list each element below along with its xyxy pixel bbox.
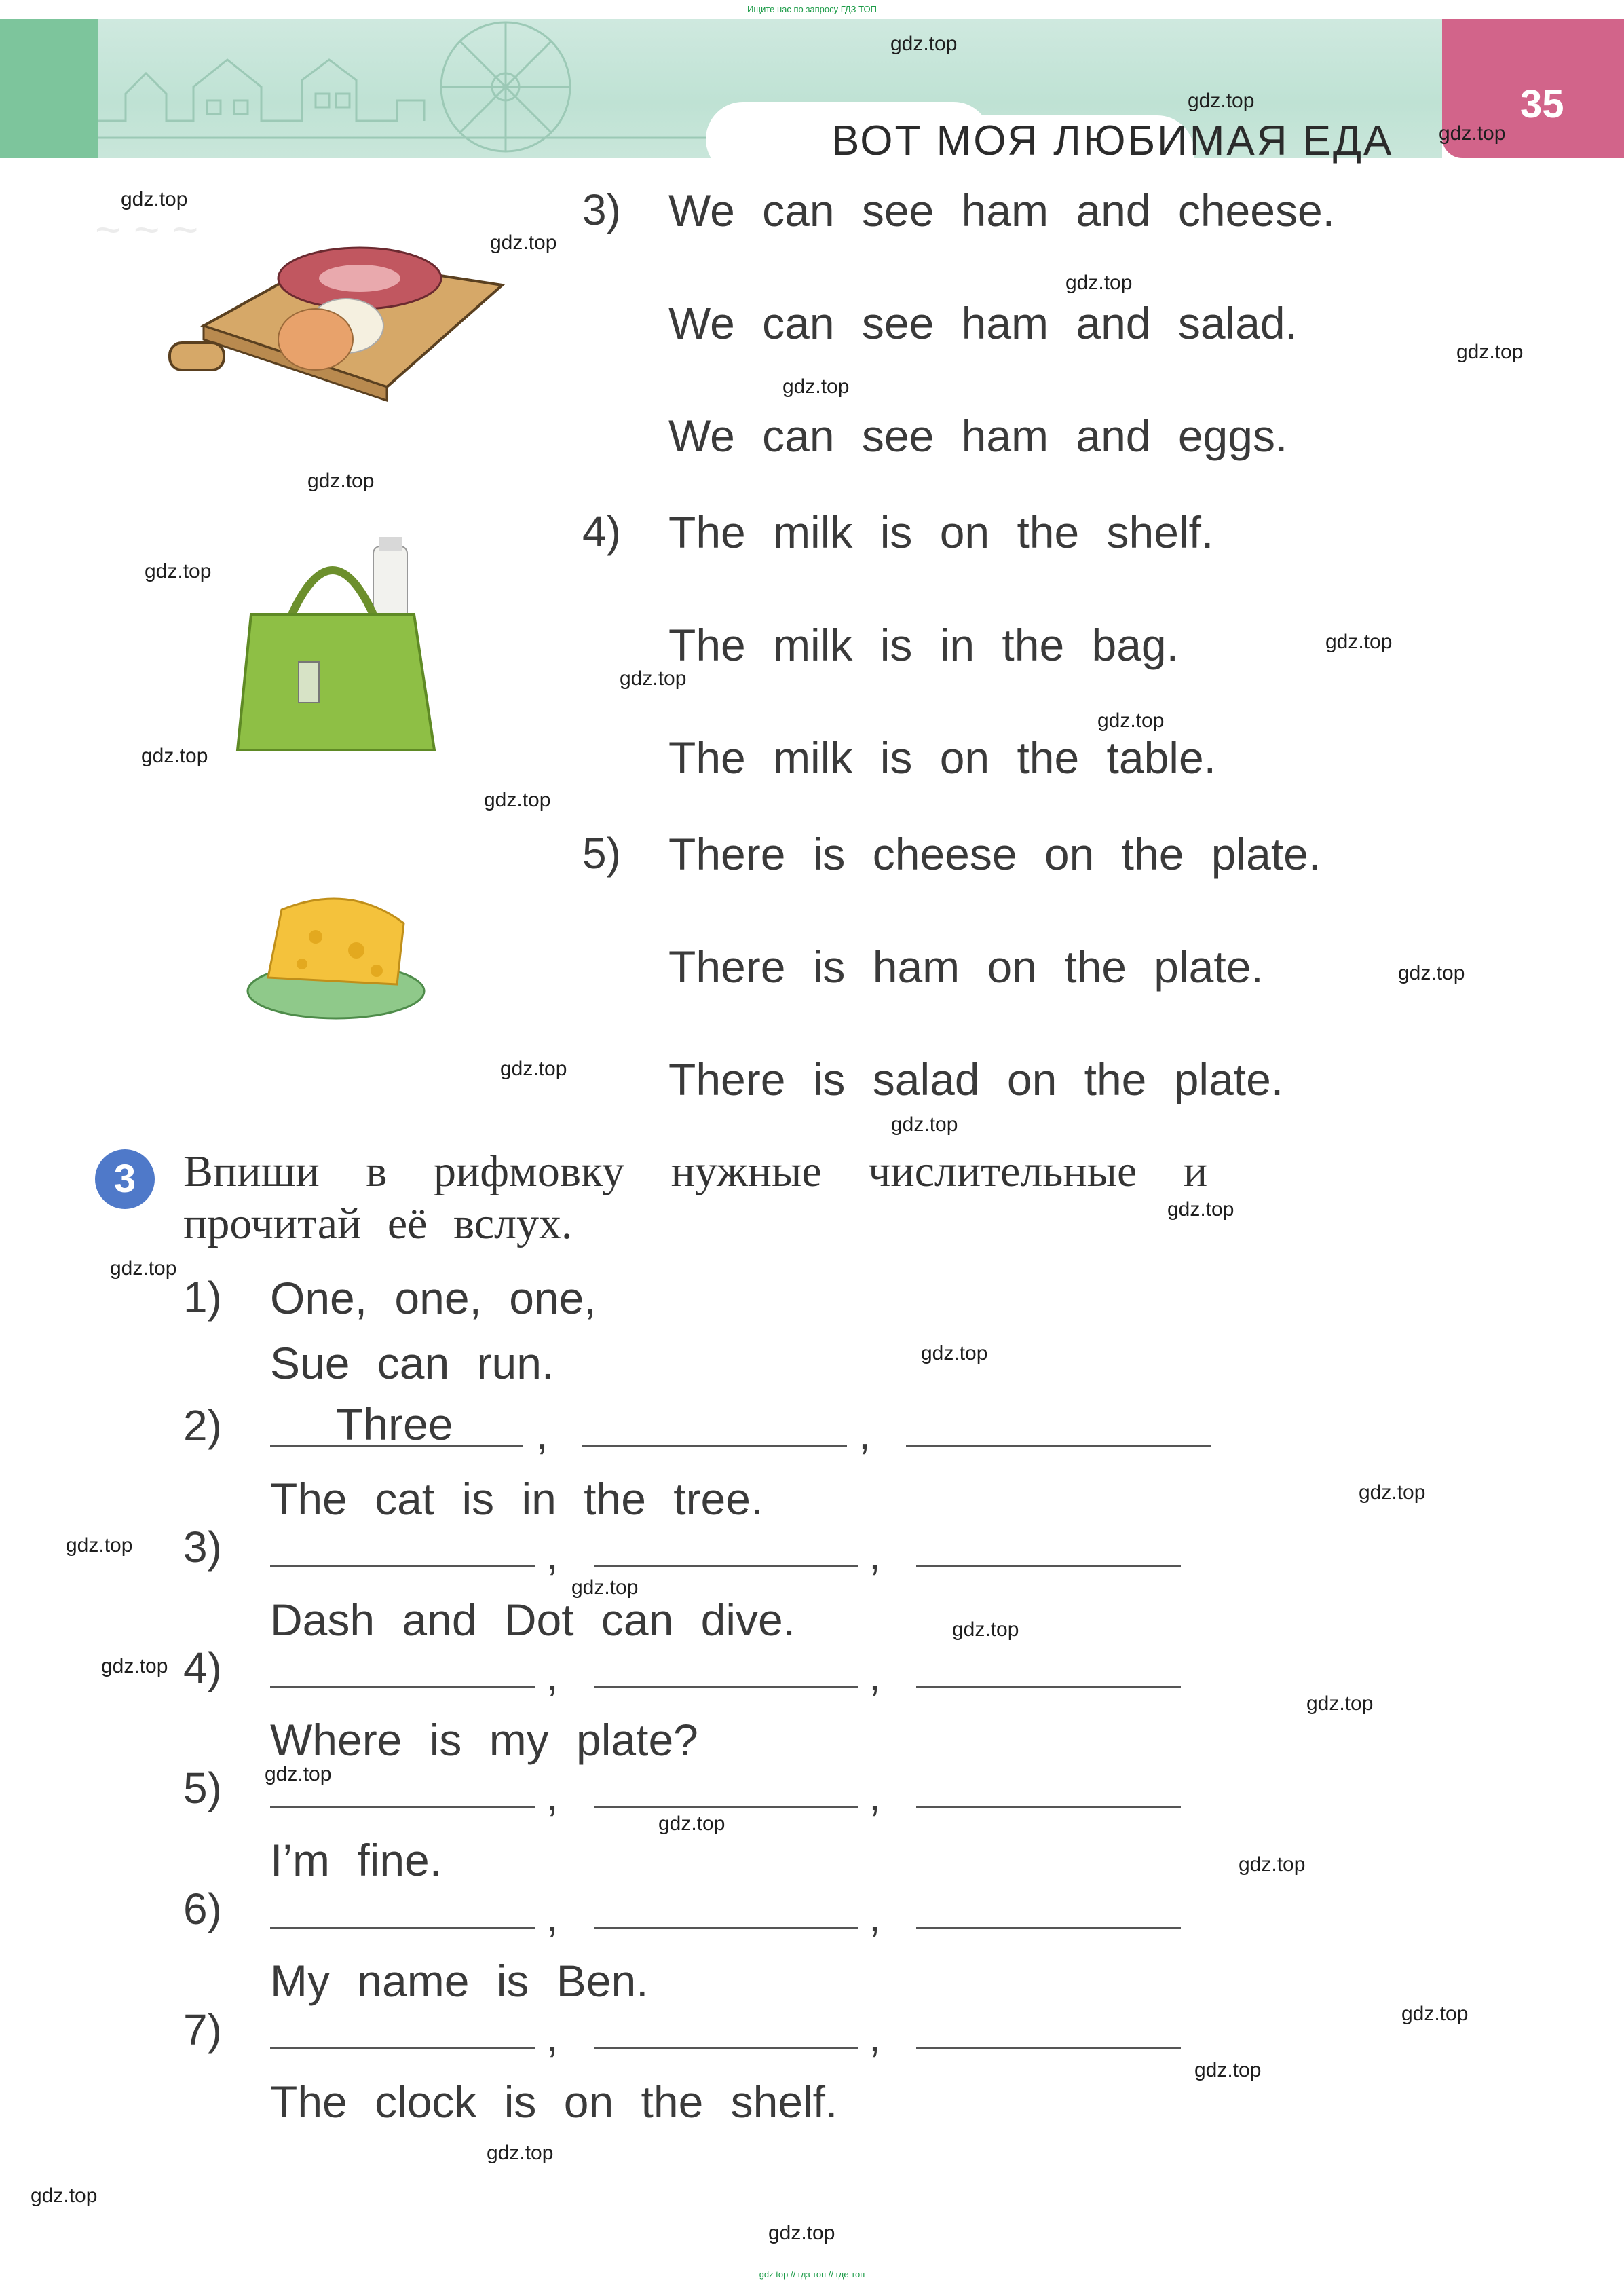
watermark: gdz.top	[1359, 1481, 1426, 1504]
item-number: 6)	[183, 1884, 222, 1933]
bottom-note: gdz top // гдз топ // где топ	[759, 2269, 865, 2280]
rhyme-line: Dash and Dot can dive.	[270, 1595, 796, 1645]
answer-blank[interactable]	[594, 1806, 858, 1808]
answer-blank[interactable]	[916, 1686, 1181, 1688]
item-number: 1)	[183, 1273, 222, 1322]
rhyme-line: I’m fine.	[270, 1835, 442, 1885]
answer-blank[interactable]	[594, 1565, 858, 1567]
answer-blank[interactable]	[916, 2047, 1181, 2049]
comma: ,	[546, 1530, 559, 1579]
watermark: gdz.top	[121, 188, 188, 210]
watermark: gdz.top	[1325, 631, 1393, 653]
watermark: gdz.top	[490, 231, 557, 254]
item-number: 2)	[183, 1401, 222, 1450]
item-number: 7)	[183, 2005, 222, 2054]
watermark: gdz.top	[110, 1257, 177, 1280]
watermark: gdz.top	[141, 745, 208, 767]
answer-blank[interactable]	[594, 1927, 858, 1929]
rhyme-line: One, one, one,	[270, 1273, 597, 1323]
item-number: 5)	[183, 1764, 222, 1812]
exercise-instruction: Впиши в рифмовку нужные числительные и	[183, 1147, 1208, 1196]
answer-option: The milk is on the shelf.	[668, 507, 1214, 557]
answer-blank[interactable]	[582, 1445, 847, 1447]
answer-option: There is cheese on the plate.	[668, 829, 1321, 879]
comma: ,	[869, 1892, 881, 1941]
answer-option: The milk is in the bag.	[668, 620, 1179, 670]
answer-blank[interactable]	[270, 2047, 535, 2049]
watermark: gdz.top	[31, 2184, 98, 2207]
watermark: gdz.top	[500, 1058, 567, 1080]
comma: ,	[546, 1892, 559, 1941]
item-number: 4)	[183, 1643, 222, 1692]
watermark: gdz.top	[890, 33, 958, 55]
watermark: gdz.top	[658, 1812, 725, 1835]
rhyme-line: My name is Ben.	[270, 1956, 649, 2006]
answer-blank[interactable]	[270, 1686, 535, 1688]
item-number: 5)	[582, 829, 621, 878]
answer-blank[interactable]	[270, 1565, 535, 1567]
answer-blank[interactable]	[916, 1806, 1181, 1808]
watermark: gdz.top	[265, 1763, 332, 1785]
comma: ,	[869, 1651, 881, 1700]
answer-blank[interactable]	[916, 1927, 1181, 1929]
filled-answer: Three	[336, 1399, 453, 1449]
comma: ,	[869, 1771, 881, 1820]
bag-with-milk-illustration	[231, 533, 441, 757]
watermark: gdz.top	[782, 375, 850, 398]
watermark: gdz.top	[484, 789, 551, 811]
cheese-on-plate-illustration	[241, 882, 431, 1025]
watermark: gdz.top	[952, 1618, 1019, 1641]
watermark: gdz.top	[101, 1655, 168, 1677]
answer-blank[interactable]	[594, 1686, 858, 1688]
ham-cheese-board-illustration	[163, 231, 516, 407]
watermark: gdz.top	[620, 667, 687, 690]
watermark: gdz.top	[1239, 1853, 1306, 1876]
watermark: gdz.top	[1194, 2059, 1262, 2081]
watermark: gdz.top	[891, 1113, 958, 1136]
comma: ,	[546, 1771, 559, 1820]
watermark: gdz.top	[571, 1576, 639, 1599]
comma: ,	[546, 1651, 559, 1700]
watermark: gdz.top	[1456, 341, 1524, 363]
answer-blank[interactable]	[270, 1927, 535, 1929]
rhyme-line: Where is my plate?	[270, 1715, 698, 1765]
watermark: gdz.top	[1188, 90, 1255, 112]
comma: ,	[858, 1409, 871, 1458]
exercise-number-badge: 3	[95, 1149, 155, 1209]
item-number: 3)	[582, 185, 621, 234]
city-skyline-illustration	[98, 19, 723, 158]
answer-blank[interactable]	[270, 1806, 535, 1808]
comma: ,	[536, 1409, 548, 1458]
watermark: gdz.top	[921, 1342, 988, 1364]
watermark: gdz.top	[1401, 2003, 1469, 2025]
comma: ,	[546, 2012, 559, 2061]
answer-option: We can see ham and eggs.	[668, 411, 1288, 461]
ghost-text: ~ ~ ~	[95, 204, 199, 255]
watermark: gdz.top	[1398, 962, 1465, 984]
comma: ,	[869, 2012, 881, 2061]
watermark: gdz.top	[1097, 709, 1165, 732]
answer-option: We can see ham and salad.	[668, 298, 1298, 348]
answer-blank[interactable]	[270, 1445, 523, 1447]
watermark: gdz.top	[768, 2222, 835, 2244]
watermark: gdz.top	[307, 470, 375, 492]
item-number: 3)	[183, 1523, 222, 1572]
watermark: gdz.top	[145, 560, 212, 582]
answer-option: We can see ham and cheese.	[668, 185, 1335, 236]
watermark: gdz.top	[1306, 1692, 1374, 1715]
watermark: gdz.top	[1065, 272, 1133, 294]
answer-option: There is ham on the plate.	[668, 942, 1264, 992]
answer-option: The milk is on the table.	[668, 732, 1216, 783]
answer-option: There is salad on the plate.	[668, 1054, 1284, 1104]
page-title: ВОТ МОЯ ЛЮБИМАЯ ЕДА	[831, 117, 1394, 164]
answer-blank[interactable]	[594, 2047, 858, 2049]
comma: ,	[869, 1530, 881, 1579]
watermark: gdz.top	[1167, 1198, 1234, 1221]
item-number: 4)	[582, 507, 621, 556]
answer-blank[interactable]	[916, 1565, 1181, 1567]
answer-blank[interactable]	[906, 1445, 1211, 1447]
rhyme-line: Sue can run.	[270, 1338, 554, 1388]
page-number: 35	[1520, 82, 1564, 126]
watermark: gdz.top	[487, 2142, 554, 2164]
top-note: Ищите нас по запросу ГДЗ ТОП	[747, 4, 877, 14]
rhyme-line: The clock is on the shelf.	[270, 2077, 838, 2127]
header-left-strip	[0, 19, 98, 158]
exercise-instruction: прочитай её вслух.	[183, 1199, 573, 1248]
watermark: gdz.top	[66, 1534, 133, 1557]
rhyme-line: The cat is in the tree.	[270, 1474, 763, 1524]
watermark: gdz.top	[1439, 122, 1506, 145]
